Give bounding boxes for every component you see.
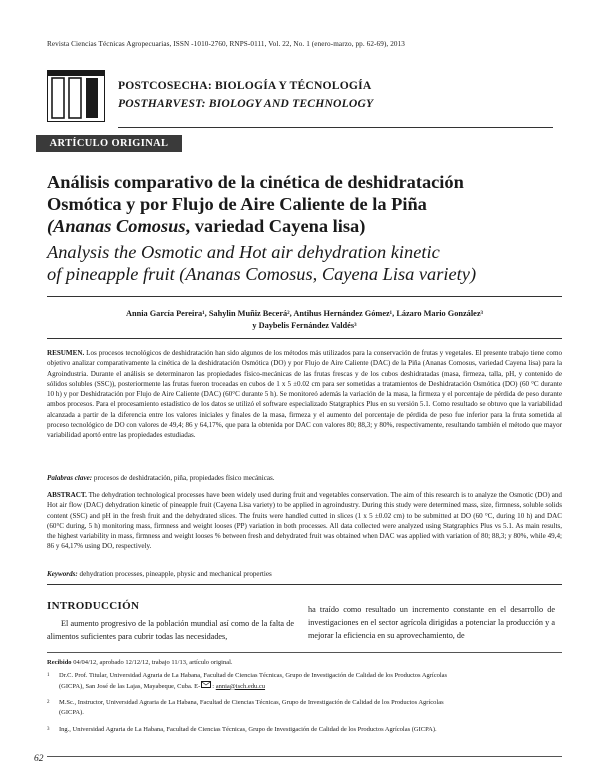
footnote-3 [47, 725, 562, 735]
author-email-link[interactable]: annia@isch.edu.cu [215, 682, 266, 690]
title-es-variety: , variedad Cayena lisa) [185, 216, 366, 236]
abstract-paragraph [47, 490, 562, 552]
footnote-1-line-2: (GICPA), San José de las Lajas, Mayabeque, Cuba. E- : annia@isch.edu.cu [59, 682, 266, 690]
title-es-line-2: Osmótica y por Flujo de Aire Caliente de la Piña [47, 194, 427, 214]
footnote-1-affiliation: (GICPA), San José de las Lajas, Mayabeque, Cuba. E- [59, 682, 201, 690]
divider [47, 584, 562, 585]
divider [47, 338, 562, 339]
footnote-number: 1 [47, 673, 50, 678]
title-english [47, 241, 562, 285]
section-title-es: POSTCOSECHA: BIOLOGÍA Y TÉCNOLOGÍA [118, 79, 372, 92]
title-en-line-2: of pineapple fruit (Ananas Comosus, Cayena Lisa variety) [47, 264, 477, 284]
resumen-text: Los procesos tecnológicos de deshidratación han sido algunos de los métodos más utilizados para la conservación de frutas y vegetales. El presente trabajo tiene como objetivo analizar comparativamente la cinética de la deshidratación Osmótica (DO) y por Flujo de Aire Caliente (DAC) de la Piña (Ananas Comosus, variedad Cayena lisa) para la Agroindustria. Durante el análisis se determinaron las propiedades físico-mecánicas de las frutas frescas y de los cubos deshidratadas (masa, firmeza, talla, pH, y contenido de sólidos solubles (SSC)), posteriormente las frutas fueron troceadas en cubos de 1 x 5 ±0.02 cm para ser sometidas a tratamientos de Deshidratación Osmótica (DO) (60 °C durante 10 h) y por Deshidratación por Flujo de Aire Caliente (DAC) (60°C durante 5 h). Se monitoreó además la variación de la masa, la firmeza y el porcentaje de pérdida de peso durante ambos procesos. Para el procesamiento estadístico de los datos se utilizó el software especializado Statgraphics Plus en su versión 5.1. Como resultado se obtuvo que la variabilidad alcanzada a partir de la diferencia entre los valores iniciales y finales de la masa, firmeza y el aumento del porcentaje de pérdida de peso fue inferior para la fruta sometida al proceso tecnológico de DO con valores de 49,4; 86 y 64,17%, que para la obtenida por DAC con valores 80; 88,3; y 80%, respectivamente, resultando también el método que mayor variabilidad aportó entre las propiedades estudiadas. [47, 349, 563, 439]
footnote-1-line-1: Dr.C. Prof. Titular, Universidad Agraria de La Habana, Facultad de Ciencias Técnicas, Grupo de Investigación de Calidad de los Productos Agrícolas [59, 672, 448, 679]
bottom-divider [47, 756, 562, 757]
footnote-1 [47, 671, 562, 691]
article-type-badge: ARTÍCULO ORIGINAL [36, 135, 182, 152]
email-icon [201, 681, 211, 688]
palabras-clave [47, 473, 562, 483]
footnote-3-line-1: Ing., Universidad Agraria de La Habana, Facultad de Ciencias Técnicas, Grupo de Investigación de Calidad de los Productos Agrícolas (GICPA). [59, 726, 437, 733]
intro-column-right: ha traído como resultado un incremento constante en el desarrollo de investigaciones en el sector agrícola dirigidas a potenciar la producción y a mejorar la eficiencia en su aprovechamiento, de [308, 605, 555, 640]
keywords [47, 569, 562, 579]
section-title-en: POSTHARVEST: BIOLOGY AND TECHNOLOGY [118, 97, 374, 110]
intro-column-left: El aumento progresivo de la población mundial así como de la falta de alimentos suficientes para cubrir todas las necesidades, [47, 619, 294, 641]
palabras-clave-label: Palabras clave: [47, 474, 93, 482]
resumen-label: RESUMEN. [47, 349, 85, 357]
keywords-label: Keywords: [47, 570, 78, 578]
footnote-2-line-2: (GICPA). [59, 708, 84, 716]
footnote-number: 2 [47, 700, 50, 705]
title-es-line-3 [47, 215, 562, 237]
divider [118, 127, 553, 128]
journal-logo-icon [47, 70, 105, 122]
footnote-number: 3 [47, 727, 50, 732]
abstract-text: The dehydration technological processes have been widely used during fruit and vegetables conservation. The aim of this research is to analyze the Osmotic (DO) and Hot air flow (DAC) dehydration kinetic of pineapple fruit (Cayena Lisa variety) to be applied in agroindustry. During this study were determined mass, size, firmness, soluble solids content (SSC) and pH in the fresh fruit and the dehydrated slices. The fruits were handled cutted in slices (1 x 5 ±0.02 cm) to be submitted at DO (60 °C, during 10 h) and DAC (60°C during, 5 h) monitoring mass, firmness and weight looses (PP) variation in both processes. All data collected were analyzed using Statgraphics Plus vs 5.1. As main results, the highest variability in mass, firmness and weight looses % between fresh and dehydrated fruit was obtained when DAC was applied with variation of 80; 88,3; y 80%, while 49,4; 86 y 64,17% using DO, respectively. [47, 491, 562, 551]
footnote-received [47, 658, 562, 668]
page-number: 62 [34, 754, 44, 764]
authors-line-2: y Daybelis Fernández Valdés³ [252, 321, 357, 330]
footnote-divider [47, 652, 562, 653]
title-spanish [47, 171, 562, 237]
divider [47, 296, 562, 297]
abstract-label: ABSTRACT. [47, 491, 87, 499]
author-list [47, 308, 562, 332]
section-heading-introduccion: INTRODUCCIÓN [47, 600, 140, 612]
palabras-clave-text: procesos de deshidratación, piña, propiedades físico mecánicas. [93, 474, 275, 482]
title-es-species: (Ananas Comosus [47, 216, 186, 236]
received-text: 04/04/12, aprobado 12/12/12, trabajo 11/13, artículo original. [73, 659, 233, 666]
footnote-2 [47, 698, 562, 717]
received-label: Recibido [47, 659, 72, 666]
footnote-2-line-1: M.Sc., Instructor, Universidad Agraria de La Habana, Facultad de Ciencias Técnicas, Grupo de Investigación de Calidad de los Productos Agrícolas [59, 699, 444, 706]
title-en-line-1: Analysis the Osmotic and Hot air dehydration kinetic [47, 242, 440, 262]
journal-citation: Revista Ciencias Técnicas Agropecuarias, ISSN -1010-2760, RNPS-0111, Vol. 22, No. 1 (enero-marzo, pp. 62-69), 2013 [47, 40, 406, 48]
keywords-text: dehydration processes, pineapple, physic and mechanical properties [79, 570, 272, 578]
resumen-paragraph [47, 348, 562, 440]
title-es-line-1: Análisis comparativo de la cinética de deshidratación [47, 172, 464, 192]
authors-line-1: Annia García Pereira¹, Sahylin Muñiz Becerá², Antihus Hernández Gómez¹, Lázaro Mario González³ [125, 309, 483, 318]
